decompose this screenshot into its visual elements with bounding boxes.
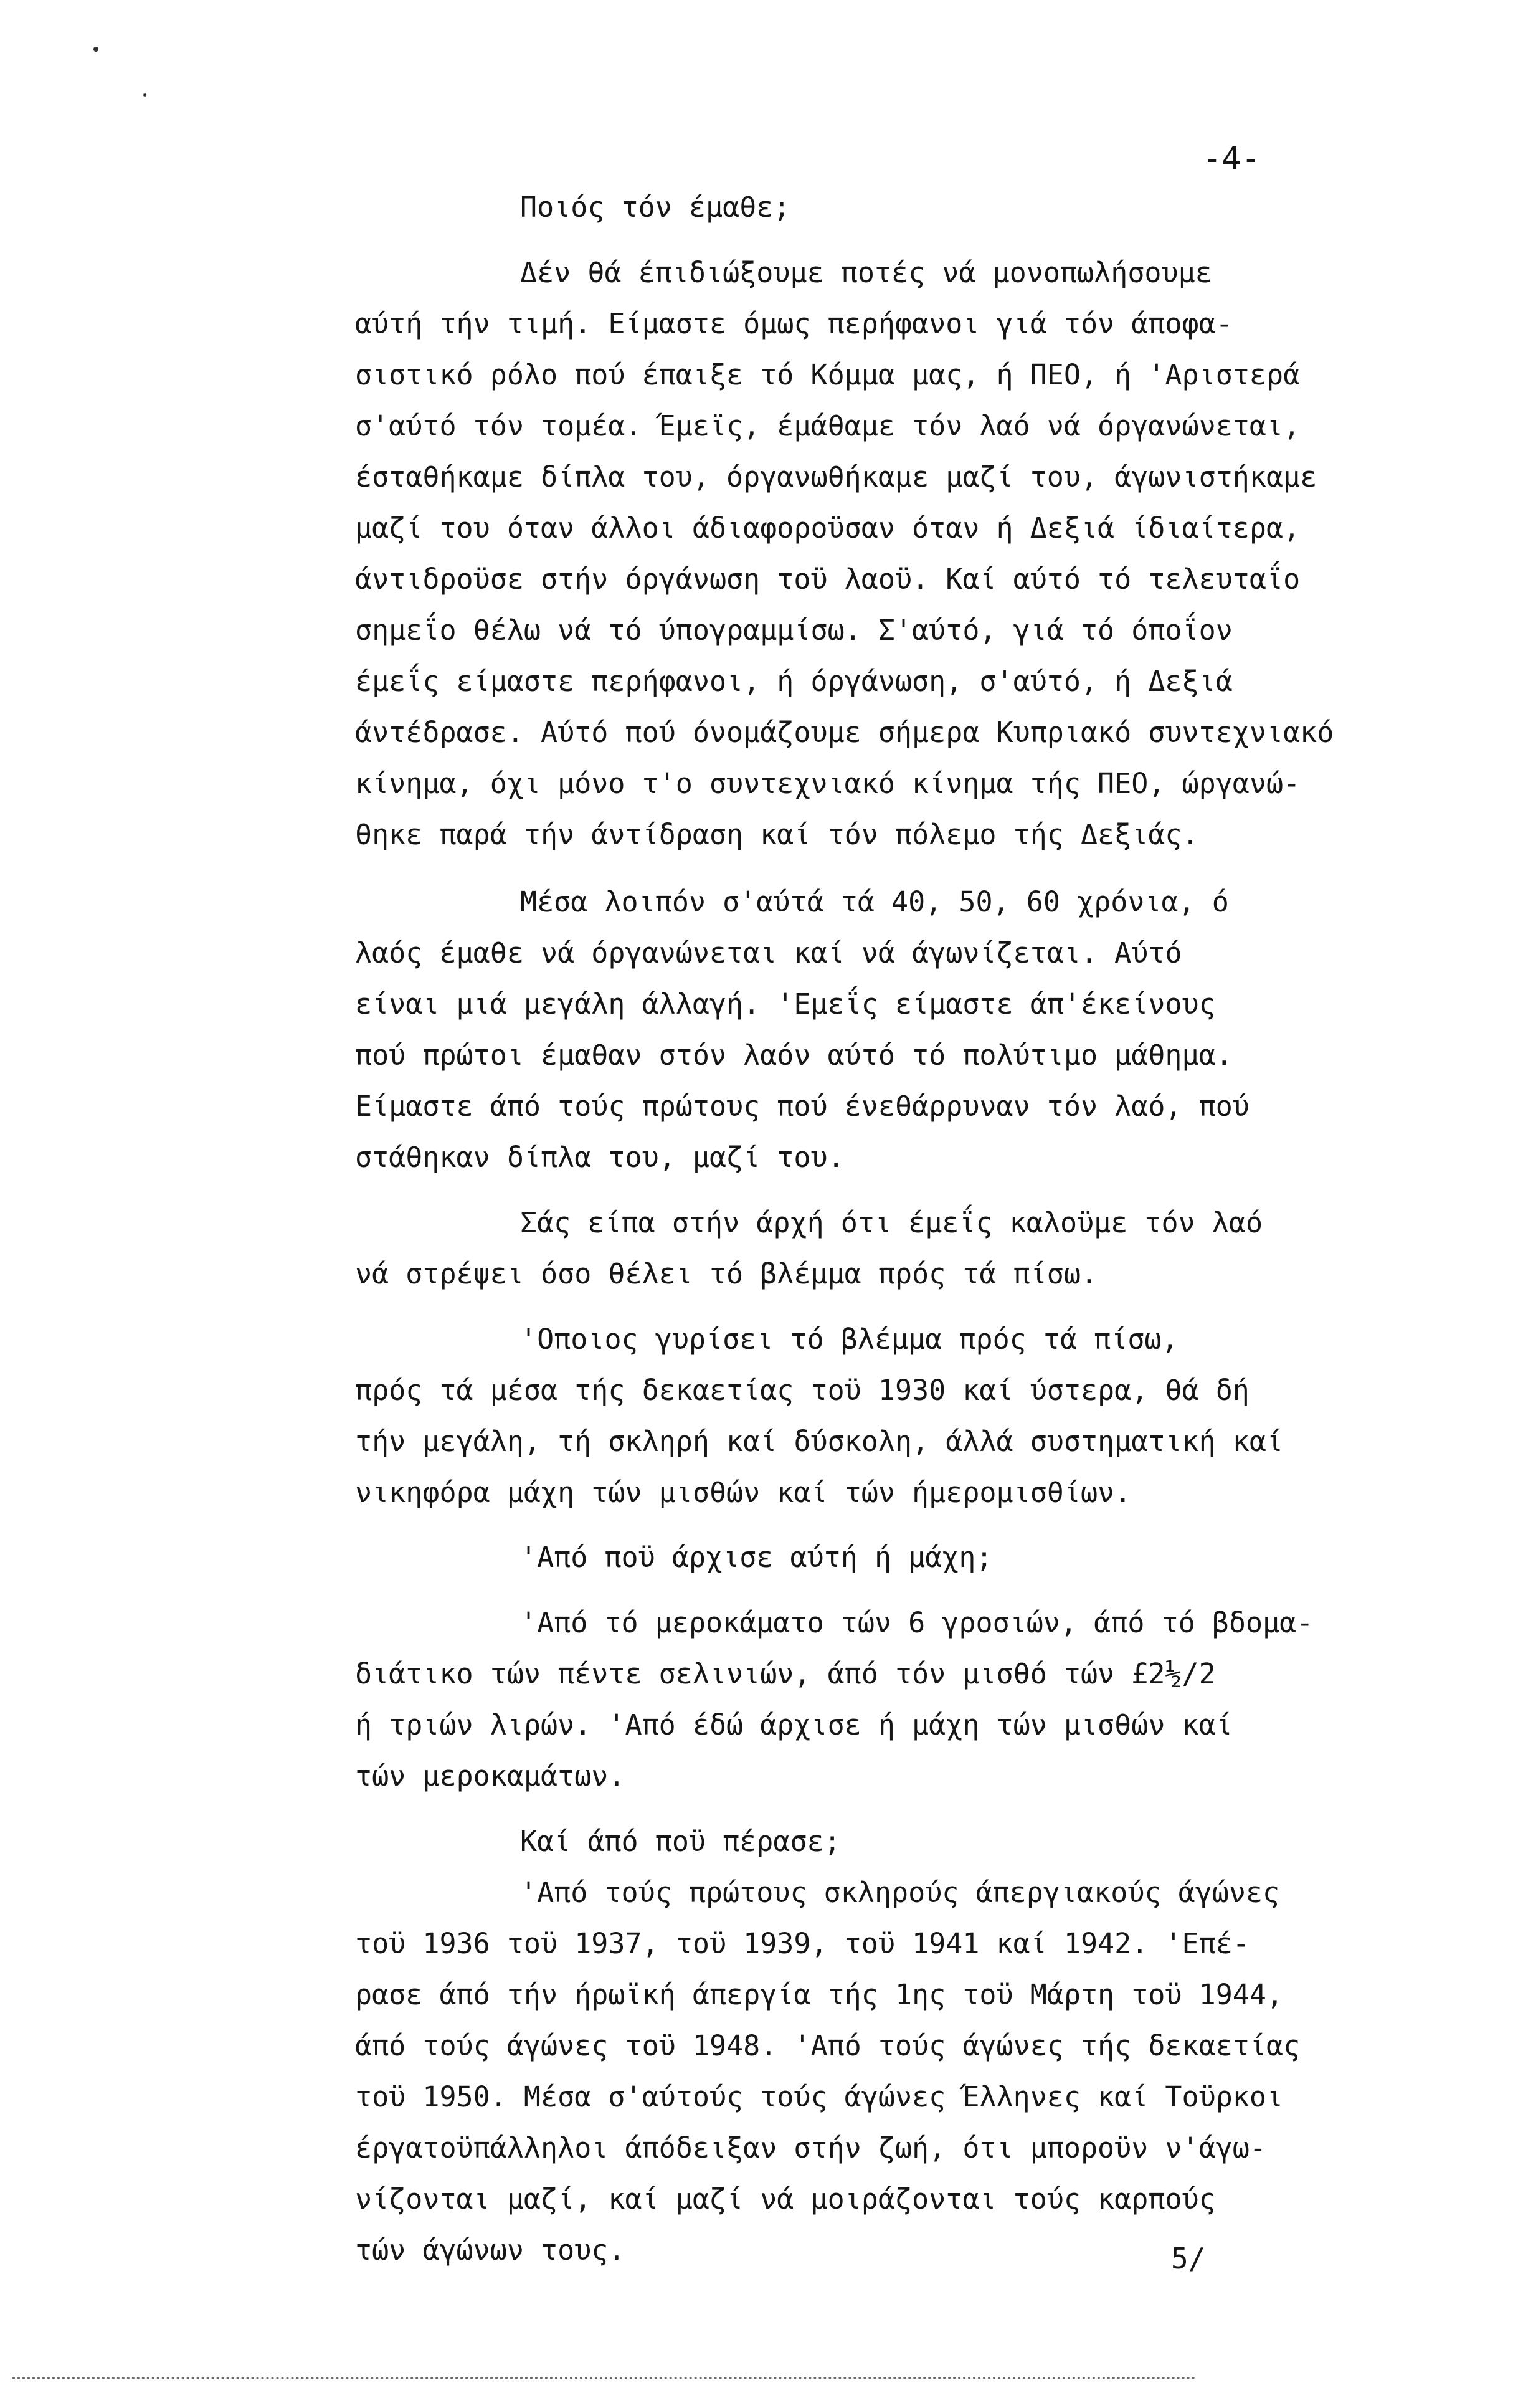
text-line: 'Από τό μεροκάματο τών 6 γροσιών, άπό τό βδομα- (520, 1606, 1314, 1639)
text-line: έργατοϋπάλληλοι άπόδειξαν στήν ζωή, ότι μποροϋν ν'άγω- (355, 2131, 1266, 2164)
text-line: λαός έμαθε νά όργανώνεται καί νά άγωνίζεται. Αύτό (355, 936, 1182, 969)
text-line: Καί άπό ποϋ πέρασε; (520, 1825, 841, 1858)
text-line: τοϋ 1950. Μέσα σ'αύτούς τούς άγώνες Έλληνες καί Τοϋρκοι (355, 2080, 1284, 2113)
text-line: τών άγώνων τους. (355, 2234, 625, 2267)
text-line: κίνημα, όχι μόνο τ'ο συντεχνιακό κίνημα τής ΠΕΟ, ώργανώ- (355, 767, 1301, 800)
text-line: Δέν θά έπιδιώξουμε ποτές νά μονοπωλήσουμε (520, 256, 1212, 289)
text-line: ή τριών λιρών. 'Από έδώ άρχισε ή μάχη τών μισθών καί (355, 1708, 1233, 1741)
text-line: πρός τά μέσα τής δεκαετίας τοϋ 1930 καί ύστερα, θά δή (355, 1374, 1250, 1407)
text-line: άντέδρασε. Αύτό πού όνομάζουμε σήμερα Κυπριακό συντεχνιακό (355, 716, 1334, 749)
text-line: είναι μιά μεγάλη άλλαγή. 'Εμεΐς είμαστε άπ'έκείνους (355, 987, 1216, 1021)
text-line: άπό τούς άγώνες τοϋ 1948. 'Από τούς άγώνες τής δεκαετίας (355, 2029, 1301, 2062)
text-line: στάθηκαν δίπλα του, μαζί του. (355, 1141, 845, 1174)
text-line: νικηφόρα μάχη τών μισθών καί τών ήμερομισθίων. (355, 1476, 1132, 1509)
text-line: Σάς είπα στήν άρχή ότι έμεΐς καλοϋμε τόν λαό (520, 1206, 1263, 1239)
text-line: σημεΐο θέλω νά τό ύπογραμμίσω. Σ'αύτό, γιά τό όποΐον (355, 614, 1233, 647)
text-line: Είμαστε άπό τούς πρώτους πού ένεθάρρυναν τόν λαό, πού (355, 1090, 1250, 1123)
text-line: νίζονται μαζί, καί μαζί νά μοιράζονται τούς καρπούς (355, 2182, 1216, 2215)
text-line: θηκε παρά τήν άντίδραση καί τόν πόλεμο τής Δεξιάς. (355, 818, 1199, 851)
scan-speck (93, 47, 98, 52)
continuation-marker: 5/ (1171, 2242, 1206, 2275)
text-line: έμεΐς είμαστε περήφανοι, ή όργάνωση, σ'αύτό, ή Δεξιά (355, 665, 1233, 698)
text-line: 'Οποιος γυρίσει τό βλέμμα πρός τά πίσω, (520, 1323, 1179, 1356)
text-line: μαζί του όταν άλλοι άδιαφοροϋσαν όταν ή Δεξιά ίδιαίτερα, (355, 512, 1301, 545)
text-line: σιστικό ρόλο πού έπαιξε τό Κόμμα μας, ή ΠΕΟ, ή 'Αριστερά (355, 358, 1301, 391)
scan-edge-artifact (12, 2377, 1196, 2379)
text-line: σ'αύτό τόν τομέα. Έμεϊς, έμάθαμε τόν λαό νά όργανώνεται, (355, 409, 1301, 442)
text-line: νά στρέψει όσο θέλει τό βλέμμα πρός τά πίσω. (355, 1257, 1098, 1290)
text-line: άντιδροϋσε στήν όργάνωση τοϋ λαοϋ. Καί αύτό τό τελευταΐο (355, 563, 1301, 596)
text-line: 'Από ποϋ άρχισε αύτή ή μάχη; (520, 1541, 993, 1574)
text-line: πού πρώτοι έμαθαν στόν λαόν αύτό τό πολύτιμο μάθημα. (355, 1039, 1233, 1072)
page-number: -4- (1202, 140, 1261, 178)
text-line: διάτικο τών πέντε σελινιών, άπό τόν μισθό τών £2½/2 (355, 1657, 1216, 1690)
scan-speck (143, 93, 146, 97)
text-line: 'Από τούς πρώτους σκληρούς άπεργιακούς άγώνες (520, 1876, 1280, 1909)
text-line: ρασε άπό τήν ήρωϊκή άπεργία τής 1ης τοϋ Μάρτη τοϋ 1944, (355, 1978, 1284, 2011)
text-line: Μέσα λοιπόν σ'αύτά τά 40, 50, 60 χρόνια, ό (520, 885, 1229, 918)
text-line: τήν μεγάλη, τή σκληρή καί δύσκολη, άλλά συστηματική καί (355, 1425, 1284, 1458)
text-line: έσταθήκαμε δίπλα του, όργανωθήκαμε μαζί του, άγωνιστήκαμε (355, 460, 1317, 493)
text-line: Ποιός τόν έμαθε; (520, 191, 790, 224)
text-line: τοϋ 1936 τοϋ 1937, τοϋ 1939, τοϋ 1941 καί 1942. 'Επέ- (355, 1927, 1250, 1960)
text-line: τών μεροκαμάτων. (355, 1759, 625, 1792)
text-line: αύτή τήν τιμή. Είμαστε όμως περήφανοι γιά τόν άποφα- (355, 307, 1233, 340)
